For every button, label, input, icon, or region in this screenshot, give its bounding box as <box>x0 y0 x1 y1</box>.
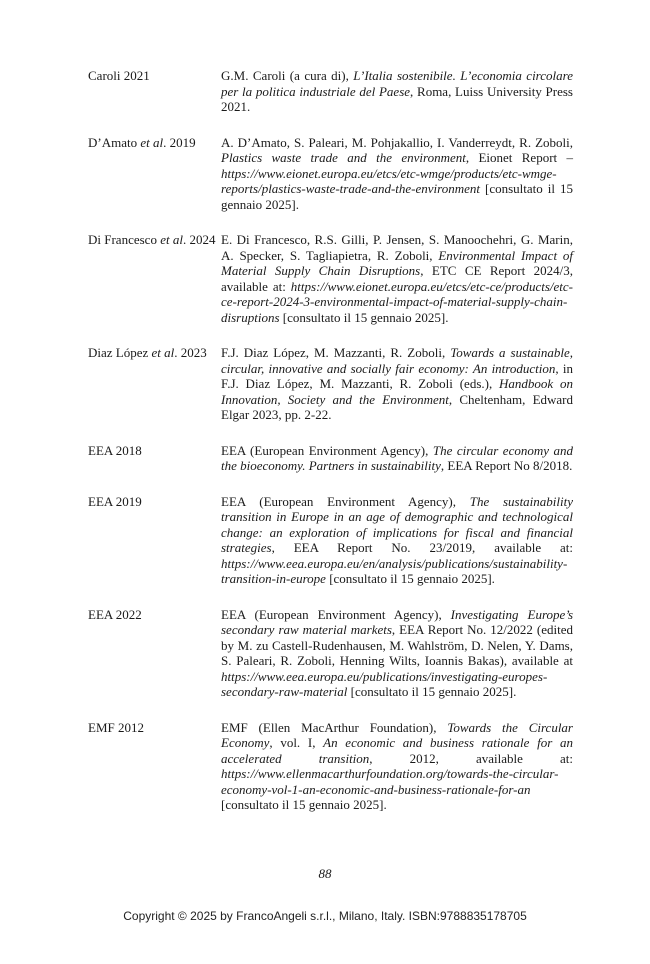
ref-title: Towards the Circular Economy <box>221 719 573 750</box>
ref-text: [consultato il 15 gennaio 2025]. <box>325 571 495 586</box>
page-number: 88 <box>318 866 332 881</box>
ref-text: , EEA Report No. 23/2019, available at: <box>271 540 573 555</box>
entry-reference <box>221 720 573 813</box>
ref-text: E. Di Francesco, R.S. Gilli, P. Jensen, S. Manoochehri, G. Marin, A. Specker, S. Tagliapietra, R. Zoboli, <box>221 232 573 263</box>
key-et-al: et al <box>140 134 164 150</box>
key-text: Di Francesco <box>88 232 161 247</box>
ref-title: Towards a sustainable, circular, innovative and socially fair economy: An introduction <box>221 345 573 376</box>
entry-reference <box>221 494 573 587</box>
ref-title: An economic and business rationale for an accelerated transition <box>221 735 573 766</box>
bibliography-entry <box>88 68 573 115</box>
entry-reference <box>221 607 573 700</box>
ref-title: Environmental Impact of Material Supply Chain Disruptions <box>221 247 573 278</box>
copyright-notice: Copyright © 2025 by FrancoAngeli s.r.l., Milano, Italy. ISBN:9788835178705 <box>123 909 527 923</box>
key-text: EEA 2018 <box>88 442 142 458</box>
key-text: . 2019 <box>163 134 196 150</box>
ref-url: https://www.eionet.europa.eu/etcs/etc-ce/products/etc-ce-report-2024-3-environmental-impact-of-material-supply-chain-disruptions <box>221 278 573 325</box>
key-text: D’Amato <box>88 134 141 150</box>
entry-key <box>88 720 221 813</box>
bibliography-list <box>88 68 573 833</box>
bibliography-entry <box>88 720 573 813</box>
entry-reference <box>221 345 573 423</box>
ref-url: https://www.eea.europa.eu/publications/investigating-europes-secondary-raw-material <box>221 668 548 699</box>
bibliography-entry <box>88 345 573 423</box>
entry-key <box>88 135 221 213</box>
ref-text: [consultato il 15 gennaio 2025]. <box>347 684 517 699</box>
ref-text: [consultato il 15 gennaio 2025]. <box>279 309 449 325</box>
ref-text: A. D’Amato, S. Paleari, M. Pohjakallio, I. Vanderreydt, R. Zoboli, <box>221 134 573 150</box>
ref-title: L’Italia sostenibile. L’economia circolare per la politica industriale del Paese <box>221 68 573 99</box>
ref-title: The circular economy and the bioeconomy. Partners in sustainability <box>221 442 574 473</box>
ref-text: , in F.J. Diaz López, M. Mazzanti, R. Zoboli (eds.), <box>221 360 573 391</box>
entry-key <box>88 607 221 700</box>
entry-reference <box>221 232 573 325</box>
entry-key <box>88 68 221 115</box>
ref-text: , vol. I, <box>269 735 324 750</box>
entry-key <box>88 494 221 587</box>
ref-url: https://www.eionet.europa.eu/etcs/etc-wmge/products/etc-wmge-reports/plastics-waste-trade-and-the-environment <box>221 165 557 196</box>
ref-text: EEA (European Environment Agency), <box>221 493 470 509</box>
key-et-al: et al <box>151 345 175 360</box>
ref-text: [consultato il 15 gennaio 2025]. <box>221 181 573 212</box>
ref-text: EEA (European Environment Agency), <box>221 606 451 622</box>
ref-text: , EEA Report No 8/2018. <box>440 458 573 473</box>
ref-title: Plastics waste trade and the environment <box>221 150 466 165</box>
ref-text: , 2012, available at: <box>369 750 573 766</box>
key-et-al: et al <box>160 232 183 247</box>
ref-url: https://www.ellenmacarthurfoundation.org/towards-the-circular-economy-vol-1-an-economic-and-business-rationale-for-an <box>221 766 559 797</box>
ref-url: https://www.eea.europa.eu/en/analysis/publications/sustainability-transition-in-europe <box>221 555 568 586</box>
ref-title: The sustainability transition in Europe in an age of demographic and technological change: an exploration of implications for fiscal and financial strategies <box>221 493 574 555</box>
key-text: . 2023 <box>174 345 207 360</box>
bibliography-entry <box>88 443 573 474</box>
entry-key <box>88 345 221 423</box>
key-text: EEA 2019 <box>88 493 142 509</box>
ref-title: Investigating Europe’s secondary raw material markets <box>221 606 573 637</box>
entry-reference <box>221 68 573 115</box>
bibliography-entry <box>88 135 573 213</box>
entry-reference <box>221 443 573 474</box>
key-text: EEA 2022 <box>88 606 142 622</box>
key-text: Caroli 2021 <box>88 68 150 83</box>
ref-title: Handbook on Innovation, Society and the Environment <box>221 376 573 407</box>
ref-text: , ETC CE Report 2024/3, available at: <box>221 263 573 294</box>
bibliography-entry <box>88 494 573 587</box>
ref-text: F.J. Diaz López, M. Mazzanti, R. Zoboli, <box>221 345 451 360</box>
ref-text: , Cheltenham, Edward Elgar 2023, pp. 2-22. <box>221 391 573 422</box>
ref-text: , Roma, Luiss University Press 2021. <box>221 83 573 114</box>
bibliography-entry <box>88 607 573 700</box>
ref-text: [consultato il 15 gennaio 2025]. <box>221 797 387 812</box>
entry-key <box>88 443 221 474</box>
ref-text: , EEA Report No. 12/2022 (edited by M. zu Castell-Rudenhausen, M. Wahlström, D. Nelen, Y. Dams, S. Paleari, R. Zoboli, Henning Wilts, Ioannis Bakas), available at <box>221 622 573 668</box>
entry-key <box>88 232 221 325</box>
entry-reference <box>221 135 573 213</box>
key-text: Diaz López <box>88 345 152 360</box>
key-text: . 2024 <box>182 232 216 247</box>
key-text: EMF 2012 <box>88 719 144 735</box>
bibliography-entry <box>88 232 573 325</box>
ref-text: , Eionet Report – <box>465 150 573 165</box>
ref-text: G.M. Caroli (a cura di), <box>221 68 354 83</box>
ref-text: EEA (European Environment Agency), <box>221 442 433 458</box>
ref-text: EMF (Ellen MacArthur Foundation), <box>221 719 448 735</box>
